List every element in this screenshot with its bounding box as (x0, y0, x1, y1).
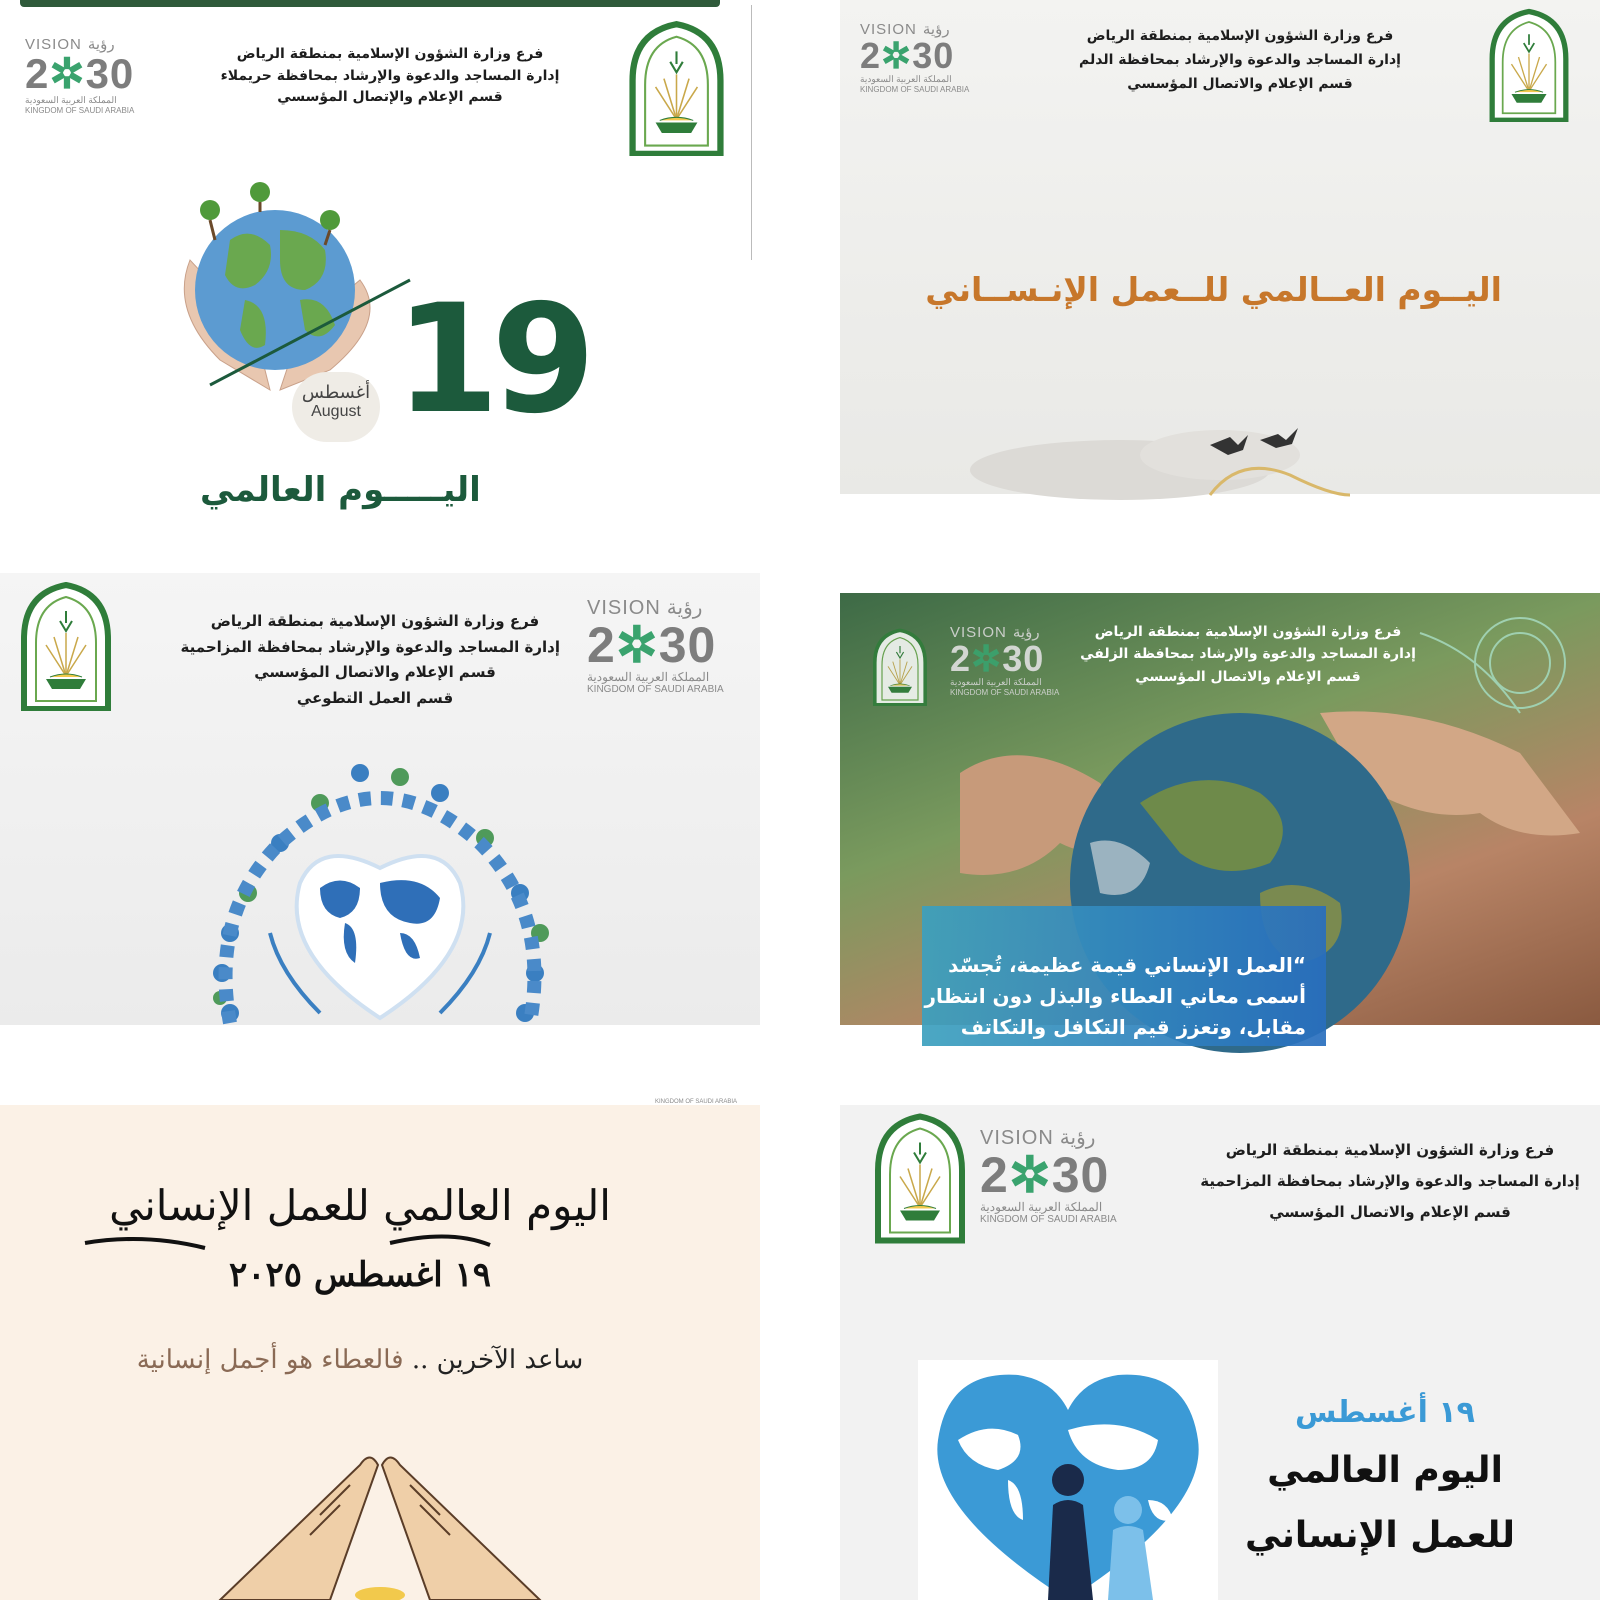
vision-2030-logo: VISION رؤية 2✲30 المملكة العربية السعودية KINGDOM OF SAUDI ARABIA (25, 36, 135, 115)
ministry-header: فرع وزارة الشؤون الإسلامية بمنطقة الرياض إدارة المساجد والدعوة والإرشاد بمحافظة حريملاء قسم الإعلام والإتصال المؤسسي (220, 46, 560, 106)
event-date: ١٩ أغسطس (1294, 1395, 1475, 1430)
roof-hands-illustration (210, 1425, 550, 1600)
vision-2030-logo: VISION رؤية 2✲30 المملكة العربية السعودية KINGDOM OF SAUDI ARABIA (587, 597, 724, 695)
ministry-header: فرع وزارة الشؤون الإسلامية بمنطقة الرياض إدارة المساجد والدعوة والإرشاد بمحافظة الزلفي قسم الإعلام والاتصال المؤسسي (1080, 624, 1416, 685)
ministry-emblem (1485, 8, 1573, 122)
title-swash (80, 1223, 640, 1253)
ministry-header: فرع وزارة الشؤون الإسلامية بمنطقة الرياض إدارة المساجد والدعوة والإرشاد بمحافظة الدلم قسم الإعلام والاتصال المؤسسي (1079, 28, 1401, 92)
birds-clouds-illustration (960, 400, 1560, 494)
vision-2030-logo: VISION رؤية 2✲30 المملكة العربية السعودية KINGDOM OF SAUDI ARABIA (980, 1127, 1117, 1225)
top-bar (20, 0, 720, 7)
ministry-header: فرع وزارة الشؤون الإسلامية بمنطقة الرياض إدارة المساجد والدعوة والإرشاد بمحافظة المزاحمية قسم الإعلام والاتصال المؤسسي (1200, 1141, 1580, 1221)
panel-muzahimiyah-heart (840, 1105, 1600, 1600)
side-divider (751, 5, 752, 260)
panel-title: اليوم العالمي للعمل الإنساني (109, 1181, 611, 1230)
vision-2030-logo-cropped: KINGDOM OF SAUDI ARABIA (655, 1099, 738, 1105)
ministry-emblem (870, 628, 930, 706)
event-date: ١٩ اغسطس ٢٠٢٥ (228, 1255, 492, 1295)
people-ring-heart-illustration (200, 763, 560, 1025)
ministry-emblem (624, 20, 729, 156)
title-line-1: اليوم العالمي (1267, 1450, 1503, 1491)
day-number: 19 (395, 273, 588, 447)
panel-hurymila (0, 0, 744, 510)
month-badge: أغسطس August (292, 372, 380, 442)
slogan: ساعد الآخرين .. فالعطاء هو أجمل إنسانية (136, 1345, 584, 1375)
title-partial: اليـــــوم العالمي (200, 470, 481, 510)
panel-title: اليــوم العــالمي للــعمل الإنـســاني (925, 270, 1502, 309)
vision-2030-logo: VISION رؤية 2✲30 المملكة العربية السعودية KINGDOM OF SAUDI ARABIA (950, 624, 1060, 697)
vision-2030-logo: VISION رؤية 2✲30 المملكة العربية السعودية KINGDOM OF SAUDI ARABIA (860, 21, 970, 94)
ministry-emblem (870, 1105, 970, 1250)
globe-hands-illustration (160, 180, 420, 400)
quote-box: “العمل الإنساني قيمة عظيمة، تُجسّد أسمى معاني العطاء والبذل دون انتظار مقابل، وتعزز قيم التكافل والتكاتف (922, 906, 1326, 1046)
title-line-2: للعمل الإنساني (1244, 1515, 1516, 1556)
ministry-emblem (16, 581, 116, 711)
panel-dilam (840, 0, 1600, 494)
panel-peach-slogan (0, 1099, 760, 1600)
ministry-header: فرع وزارة الشؤون الإسلامية بمنطقة الرياض إدارة المساجد والدعوة والإرشاد بمحافظة المزاحمية قسم الإعلام والاتصال المؤسسي قسم العمل التطوعي (180, 612, 560, 707)
panel-muzahimiyah-volunteer (0, 573, 760, 1025)
panel-zulfi (840, 593, 1600, 1039)
heart-world-illustration (918, 1360, 1218, 1600)
